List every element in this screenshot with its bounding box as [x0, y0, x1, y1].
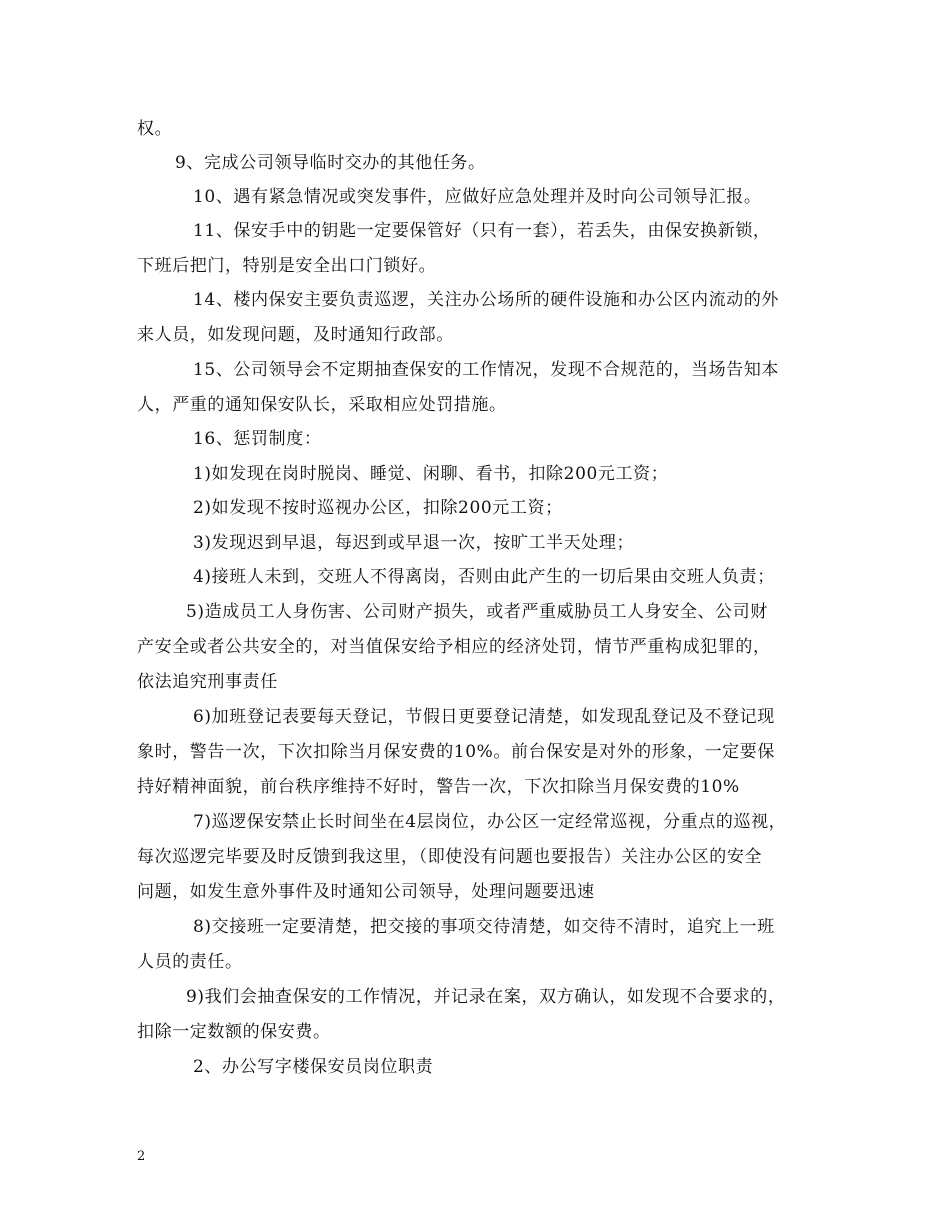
text-line: 4)接班人未到，交班人不得离岗，否则由此产生的一切后果由交班人负责；	[193, 567, 775, 587]
text-line: 7)巡逻保安禁止长时间坐在4层岗位，办公区一定经常巡视，分重点的巡视，	[193, 812, 787, 832]
text-line: 权。	[137, 119, 173, 139]
text-line: 问题，如发生意外事件及时通知公司领导，处理问题要迅速	[137, 882, 595, 902]
page-number: 2	[137, 1149, 146, 1164]
text-line: 9)我们会抽查保安的工作情况，并记录在案，双方确认，如发现不合要求的，	[186, 987, 786, 1007]
text-line: 6)加班登记表要每天登记，节假日更要登记清楚，如发现乱登记及不登记现	[193, 707, 775, 727]
text-line: 每次巡逻完毕要及时反馈到我这里，（即使没有问题也要报告）关注办公区的安全	[137, 847, 763, 867]
text-line: 人员的责任。	[137, 952, 243, 972]
text-line: 持好精神面貌，前台秩序维持不好时，警告一次，下次扣除当月保安费的10%	[137, 777, 740, 797]
text-line: 2)如发现不按时巡视办公区，扣除200元工资；	[193, 498, 563, 518]
text-line: 象时，警告一次，下次扣除当月保安费的10%。前台保安是对外的形象，一定要保	[137, 742, 775, 762]
text-line: 3)发现迟到早退，每迟到或早退一次，按旷工半天处理；	[193, 533, 635, 553]
text-line: 16、惩罚制度：	[193, 429, 322, 449]
text-line: 下班后把门，特别是安全出口门锁好。	[137, 256, 437, 276]
text-line: 人，严重的通知保安队长，采取相应处罚措施。	[137, 395, 507, 415]
text-line: 9、完成公司领导临时交办的其他任务。	[175, 153, 486, 173]
text-line: 依法追究刑事责任	[137, 672, 278, 692]
section-heading: 2、办公写字楼保安员岗位职责	[193, 1057, 434, 1077]
text-line: 产安全或者公共安全的，对当值保安给予相应的经济处罚，情节严重构成犯罪的，	[137, 637, 771, 657]
text-line: 10、遇有紧急情况或突发事件，应做好应急处理并及时向公司领导汇报。	[193, 187, 762, 207]
text-line: 15、公司领导会不定期抽查保安的工作情况，发现不合规范的，当场告知本	[193, 360, 780, 380]
text-line: 扣除一定数额的保安费。	[137, 1022, 331, 1042]
text-line: 8)交接班一定要清楚，把交接的事项交待清楚，如交待不清时，追究上一班	[193, 917, 775, 937]
text-line: 11、保安手中的钥匙一定要保管好（只有一套），若丢失，由保安换新锁，	[193, 221, 771, 241]
text-line: 5)造成员工人身伤害、公司财产损失，或者严重威胁员工人身安全、公司财	[186, 602, 768, 622]
text-line: 1)如发现在岗时脱岗、睡觉、闲聊、看书，扣除200元工资；	[193, 464, 669, 484]
text-line: 14、楼内保安主要负责巡逻，关注办公场所的硬件设施和办公区内流动的外	[193, 290, 780, 310]
text-line: 来人员，如发现问题，及时通知行政部。	[137, 325, 454, 345]
